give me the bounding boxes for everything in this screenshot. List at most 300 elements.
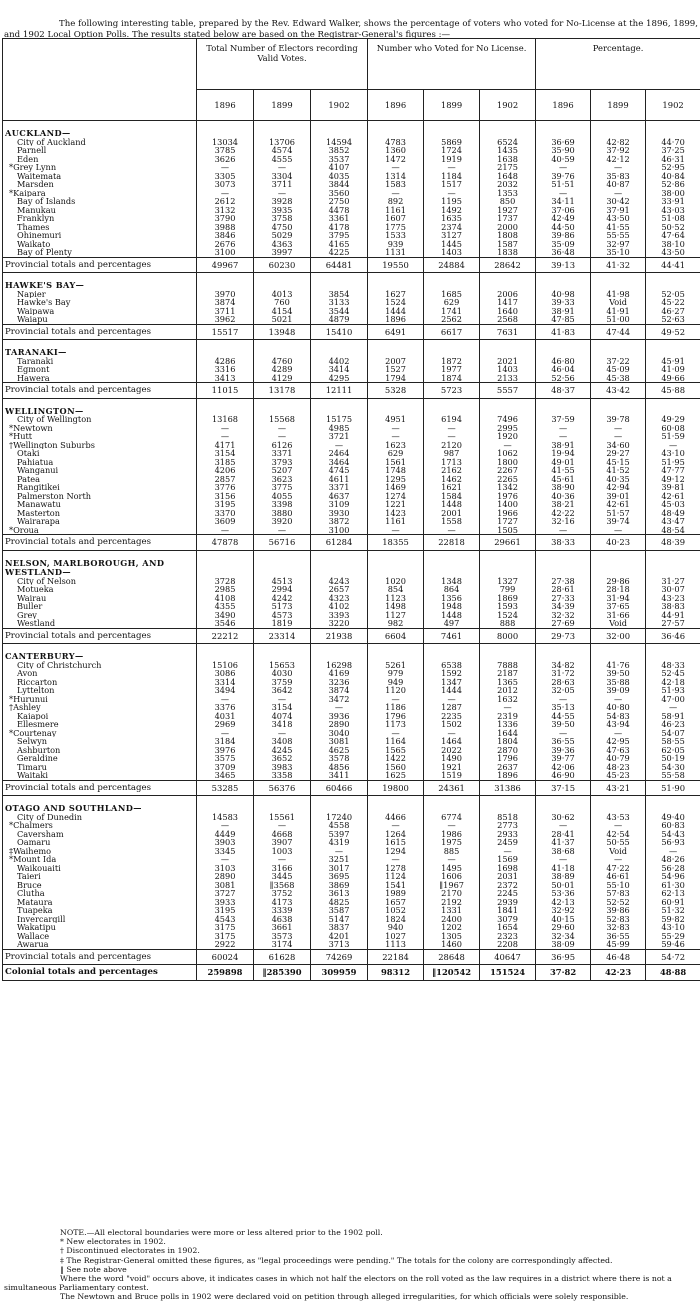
value-cell: 4478: [311, 206, 368, 215]
table-row: [3, 206, 700, 215]
provincial-total-label: Provincial totals and percentages: [3, 383, 197, 399]
value-cell: —: [368, 432, 424, 441]
electorate-name: Westland: [3, 619, 197, 628]
value-cell: 4031: [197, 712, 254, 721]
provincial-total-row: [3, 780, 700, 796]
electorate-name: Ohinemuri: [3, 231, 197, 240]
value-cell: 3626: [197, 155, 254, 164]
electorate-name: City of Nelson: [3, 577, 197, 586]
blank-cell: [536, 644, 591, 661]
value-cell: 1796: [480, 754, 536, 763]
value-cell: 1264: [368, 830, 424, 839]
value-cell: 51·51: [536, 180, 591, 189]
value-cell: 3775: [254, 483, 311, 492]
total-value-cell: 5328: [368, 383, 424, 399]
no-license-header: Number who Voted for No License.: [368, 39, 536, 90]
value-cell: 1195: [424, 197, 480, 206]
value-cell: 39·81: [646, 483, 700, 492]
table-row: [3, 365, 700, 374]
value-cell: 2323: [480, 932, 536, 941]
value-cell: 1400: [480, 500, 536, 509]
electorate-name: Waipawa: [3, 307, 197, 316]
value-cell: 53·36: [536, 889, 591, 898]
table-row: [3, 449, 700, 458]
value-cell: 3903: [197, 838, 254, 847]
value-cell: 4030: [254, 669, 311, 678]
value-cell: 799: [480, 585, 536, 594]
value-cell: —: [480, 441, 536, 450]
provincial-total-label: Provincial totals and percentages: [3, 949, 197, 965]
total-value-cell: 43·42: [591, 383, 646, 399]
table-row: [3, 577, 700, 586]
value-cell: 3846: [197, 231, 254, 240]
value-cell: —: [254, 163, 311, 172]
value-cell: 4154: [254, 307, 311, 316]
blank-cell: [480, 796, 536, 813]
value-cell: 50·52: [646, 223, 700, 232]
value-cell: 3874: [311, 686, 368, 695]
value-cell: 2464: [311, 449, 368, 458]
value-cell: 41·18: [536, 864, 591, 873]
value-cell: 47·77: [646, 466, 700, 475]
electorate-name: Ashburton: [3, 746, 197, 755]
value-cell: 1356: [424, 594, 480, 603]
value-cell: 1919: [424, 155, 480, 164]
blank-cell: [646, 121, 700, 138]
blank-cell: [368, 121, 424, 138]
value-cell: 3133: [311, 298, 368, 307]
value-cell: 1472: [368, 155, 424, 164]
total-value-cell: 32·00: [591, 628, 646, 644]
table-row: [3, 847, 700, 856]
blank-cell: [197, 273, 254, 290]
value-cell: 2870: [480, 746, 536, 755]
blank-cell: [591, 398, 646, 415]
value-cell: 3776: [197, 483, 254, 492]
blank-cell: [536, 796, 591, 813]
value-cell: 2012: [480, 686, 536, 695]
value-cell: 3575: [197, 754, 254, 763]
electorate-name: Ellesmere: [3, 720, 197, 729]
value-cell: 59·46: [646, 940, 700, 949]
blank-cell: [311, 796, 368, 813]
electorate-name: Manukau: [3, 206, 197, 215]
value-cell: 1505: [480, 526, 536, 535]
value-cell: 42·12: [591, 155, 646, 164]
electorate-name: Mataura: [3, 898, 197, 907]
blank-cell: [424, 340, 480, 357]
total-value-cell: 8000: [480, 628, 536, 644]
value-cell: 3721: [311, 432, 368, 441]
value-cell: 56·93: [646, 838, 700, 847]
blank-cell: [368, 273, 424, 290]
value-cell: Void: [591, 298, 646, 307]
value-cell: 38·91: [536, 441, 591, 450]
value-cell: 2001: [424, 509, 480, 518]
blank-cell: [480, 550, 536, 577]
electorate-name: Invercargill: [3, 915, 197, 924]
value-cell: 1632: [480, 695, 536, 704]
value-cell: 4856: [311, 763, 368, 772]
blank-cell: [591, 550, 646, 577]
value-cell: —: [536, 189, 591, 198]
province-header-row: [3, 340, 700, 357]
value-cell: —: [424, 189, 480, 198]
table-row: [3, 424, 700, 433]
value-cell: 49·40: [646, 813, 700, 822]
value-cell: 1819: [254, 619, 311, 628]
value-cell: 1948: [424, 602, 480, 611]
table-row: [3, 189, 700, 198]
value-cell: 51·95: [646, 458, 700, 467]
value-cell: 3935: [254, 206, 311, 215]
value-cell: 36·55: [591, 932, 646, 941]
value-cell: Void: [591, 847, 646, 856]
value-cell: 1569: [480, 855, 536, 864]
blank-cell: [536, 121, 591, 138]
value-cell: 41·91: [591, 307, 646, 316]
value-cell: 1627: [368, 290, 424, 299]
value-cell: 1724: [424, 146, 480, 155]
value-cell: 2021: [480, 357, 536, 366]
blank-cell: [424, 796, 480, 813]
table-row: [3, 357, 700, 366]
value-cell: 3752: [254, 889, 311, 898]
value-cell: 1161: [368, 206, 424, 215]
value-cell: 3081: [311, 737, 368, 746]
value-cell: 3546: [197, 619, 254, 628]
table-row: [3, 915, 700, 924]
value-cell: —: [254, 526, 311, 535]
total-value-cell: 41·83: [536, 324, 591, 340]
value-cell: 4242: [254, 594, 311, 603]
value-cell: 42·18: [646, 678, 700, 687]
value-cell: 3759: [254, 678, 311, 687]
value-cell: 3414: [311, 365, 368, 374]
value-cell: 47·63: [591, 746, 646, 755]
electorate-name: *Kaipara: [3, 189, 197, 198]
value-cell: —: [197, 163, 254, 172]
value-cell: —: [480, 703, 536, 712]
value-cell: 3795: [311, 231, 368, 240]
table-row: [3, 500, 700, 509]
value-cell: 1838: [480, 248, 536, 257]
electorate-name: Kaiapoi: [3, 712, 197, 721]
no-license-table: [2, 38, 700, 981]
total-value-cell: 64481: [311, 257, 368, 273]
total-value-cell: 56716: [254, 535, 311, 551]
value-cell: 38·83: [646, 602, 700, 611]
value-cell: 4625: [311, 746, 368, 755]
value-cell: 30·07: [646, 585, 700, 594]
value-cell: 1737: [480, 214, 536, 223]
blank-cell: [424, 273, 480, 290]
total-value-cell: 54·72: [646, 949, 700, 965]
value-cell: 1975: [424, 838, 480, 847]
value-cell: 1644: [480, 729, 536, 738]
value-cell: 3652: [254, 754, 311, 763]
value-cell: 39·74: [591, 517, 646, 526]
value-cell: 3371: [254, 449, 311, 458]
value-cell: 940: [368, 923, 424, 932]
electorate-name: Wakatipu: [3, 923, 197, 932]
total-value-cell: 37·15: [536, 780, 591, 796]
electorate-name: Waiapu: [3, 315, 197, 324]
value-cell: 982: [368, 619, 424, 628]
total-value-cell: 56376: [254, 780, 311, 796]
value-cell: 48·26: [646, 855, 700, 864]
value-cell: 3785: [197, 146, 254, 155]
value-cell: 6538: [424, 661, 480, 670]
total-value-cell: 29661: [480, 535, 536, 551]
province-name: OTAGO AND SOUTHLAND—: [3, 796, 197, 813]
value-cell: 4206: [197, 466, 254, 475]
value-cell: 760: [254, 298, 311, 307]
value-cell: 3100: [197, 248, 254, 257]
electorate-name: Tuapeka: [3, 906, 197, 915]
value-cell: 58·55: [646, 737, 700, 746]
value-cell: 3544: [311, 307, 368, 316]
note-new-electorates: * New electorates in 1902.: [60, 1237, 696, 1246]
value-cell: 3874: [197, 298, 254, 307]
value-cell: 55·58: [646, 771, 700, 780]
electorate-name: Masterton: [3, 509, 197, 518]
electorate-name: Parnell: [3, 146, 197, 155]
value-cell: 43·03: [646, 206, 700, 215]
table-row: [3, 906, 700, 915]
electorate-name: *Chalmers: [3, 821, 197, 830]
value-cell: 2890: [197, 872, 254, 881]
value-cell: 3494: [197, 686, 254, 695]
value-cell: 4760: [254, 357, 311, 366]
value-cell: ‖3568: [254, 881, 311, 890]
value-cell: —: [591, 526, 646, 535]
value-cell: 43·94: [591, 720, 646, 729]
year-header: 1899: [254, 90, 311, 121]
value-cell: 4055: [254, 492, 311, 501]
blank-cell: [311, 340, 368, 357]
value-cell: 3997: [254, 248, 311, 257]
value-cell: 31·66: [591, 611, 646, 620]
value-cell: 1020: [368, 577, 424, 586]
value-cell: 987: [424, 449, 480, 458]
electorate-name: City of Dunedin: [3, 813, 197, 822]
value-cell: 3609: [197, 517, 254, 526]
blank-cell: [591, 273, 646, 290]
table-row: [3, 695, 700, 704]
value-cell: 3411: [311, 771, 368, 780]
value-cell: 37·22: [591, 357, 646, 366]
value-cell: 44·91: [646, 611, 700, 620]
value-cell: 3711: [254, 180, 311, 189]
blank-cell: [646, 550, 700, 577]
value-cell: 4745: [311, 466, 368, 475]
electorate-name: Timaru: [3, 763, 197, 772]
total-value-cell: 40647: [480, 949, 536, 965]
value-cell: 4555: [254, 155, 311, 164]
value-cell: 35·09: [536, 240, 591, 249]
value-cell: 4173: [254, 898, 311, 907]
value-cell: 1498: [368, 602, 424, 611]
note-petition: The Newtown and Bruce polls in 1902 were declared void on petition through alleged irregularities, for which officials were solely responsible.: [4, 1292, 696, 1301]
table-row: [3, 686, 700, 695]
province-header-row: [3, 273, 700, 290]
blank-cell: [591, 796, 646, 813]
electorate-name: City of Auckland: [3, 138, 197, 147]
value-cell: 37·25: [646, 146, 700, 155]
value-cell: 1161: [368, 517, 424, 526]
total-value-cell: 60230: [254, 257, 311, 273]
electorate-name: City of Christchurch: [3, 661, 197, 670]
value-cell: 1713: [424, 458, 480, 467]
year-header: 1899: [591, 90, 646, 121]
value-cell: 43·53: [591, 813, 646, 822]
value-cell: 2657: [311, 585, 368, 594]
value-cell: 4286: [197, 357, 254, 366]
value-cell: 1524: [480, 611, 536, 620]
total-value-cell: 22212: [197, 628, 254, 644]
value-cell: 62·05: [646, 746, 700, 755]
value-cell: 6524: [480, 138, 536, 147]
table-row: [3, 290, 700, 299]
value-cell: 3930: [311, 509, 368, 518]
value-cell: 42·13: [536, 898, 591, 907]
electors-header: Total Number of Electors recording Valid Votes.: [197, 39, 368, 90]
table-row: [3, 441, 700, 450]
value-cell: 13168: [197, 415, 254, 424]
table-row: [3, 923, 700, 932]
value-cell: 38·91: [536, 307, 591, 316]
colonial-value-cell: 98312: [368, 965, 424, 981]
value-cell: 4108: [197, 594, 254, 603]
value-cell: 4355: [197, 602, 254, 611]
value-cell: 854: [368, 585, 424, 594]
value-cell: 1305: [424, 932, 480, 941]
total-value-cell: 60466: [311, 780, 368, 796]
value-cell: 32·34: [536, 932, 591, 941]
value-cell: —: [536, 163, 591, 172]
table-row: [3, 197, 700, 206]
value-cell: 38·00: [646, 189, 700, 198]
footnotes: [60, 1228, 696, 1302]
value-cell: 3184: [197, 737, 254, 746]
value-cell: —: [368, 729, 424, 738]
total-value-cell: 12111: [311, 383, 368, 399]
value-cell: 45·22: [646, 298, 700, 307]
value-cell: 28·63: [536, 678, 591, 687]
value-cell: 885: [424, 847, 480, 856]
value-cell: 47·64: [646, 231, 700, 240]
value-cell: 3185: [197, 458, 254, 467]
table-row: [3, 146, 700, 155]
province-header-row: [3, 398, 700, 415]
year-header: 1896: [536, 90, 591, 121]
value-cell: —: [536, 526, 591, 535]
value-cell: 3174: [254, 940, 311, 949]
note-void: Where the word "void" occurs above, it indicates cases in which not half the electors on the roll voted as the law requires in a district where there is not a simultaneous Parliamentary contest.: [4, 1274, 696, 1292]
value-cell: 5207: [254, 466, 311, 475]
value-cell: —: [646, 703, 700, 712]
value-cell: 38·89: [536, 872, 591, 881]
value-cell: 41·55: [591, 223, 646, 232]
total-value-cell: 49·52: [646, 324, 700, 340]
value-cell: —: [368, 821, 424, 830]
value-cell: 31·94: [591, 594, 646, 603]
value-cell: 43·10: [646, 449, 700, 458]
blank-cell: [536, 398, 591, 415]
electorate-name: Buller: [3, 602, 197, 611]
value-cell: 34·82: [536, 661, 591, 670]
value-cell: 1727: [480, 517, 536, 526]
table-row: [3, 771, 700, 780]
value-cell: 48·54: [646, 526, 700, 535]
blank-cell: [311, 398, 368, 415]
total-value-cell: 60024: [197, 949, 254, 965]
value-cell: 36·48: [536, 248, 591, 257]
value-cell: 4750: [254, 223, 311, 232]
value-cell: 52·95: [646, 163, 700, 172]
value-cell: —: [480, 847, 536, 856]
value-cell: —: [536, 855, 591, 864]
value-cell: 3358: [254, 771, 311, 780]
value-cell: —: [197, 189, 254, 198]
value-cell: 5021: [254, 315, 311, 324]
value-cell: 888: [480, 619, 536, 628]
electorate-name: City of Wellington: [3, 415, 197, 424]
value-cell: 38·09: [536, 940, 591, 949]
value-cell: —: [368, 695, 424, 704]
value-cell: 4985: [311, 424, 368, 433]
value-cell: 52·63: [646, 315, 700, 324]
total-value-cell: 28642: [480, 257, 536, 273]
value-cell: 1874: [424, 374, 480, 383]
value-cell: 48·33: [646, 661, 700, 670]
value-cell: 1989: [368, 889, 424, 898]
province-name: WELLINGTON—: [3, 398, 197, 415]
value-cell: 2187: [480, 669, 536, 678]
value-cell: 35·88: [591, 678, 646, 687]
table-row: [3, 813, 700, 822]
value-cell: 4013: [254, 290, 311, 299]
value-cell: 33·91: [646, 197, 700, 206]
value-cell: 1492: [424, 206, 480, 215]
value-cell: 61·30: [646, 881, 700, 890]
value-cell: 31·27: [646, 577, 700, 586]
province-header-row: [3, 796, 700, 813]
year-header: 1896: [197, 90, 254, 121]
value-cell: 45·38: [591, 374, 646, 383]
value-cell: 43·23: [646, 594, 700, 603]
value-cell: 3339: [254, 906, 311, 915]
value-cell: —: [368, 163, 424, 172]
value-cell: 1920: [480, 432, 536, 441]
value-cell: 4611: [311, 475, 368, 484]
provincial-total-row: [3, 257, 700, 273]
value-cell: 54·30: [646, 763, 700, 772]
value-cell: 51·59: [646, 432, 700, 441]
table-row: [3, 240, 700, 249]
value-cell: 3073: [197, 180, 254, 189]
value-cell: 3758: [254, 214, 311, 223]
value-cell: 40·84: [646, 172, 700, 181]
value-cell: 1365: [480, 678, 536, 687]
value-cell: 1607: [368, 214, 424, 223]
value-cell: 2637: [480, 763, 536, 772]
value-cell: 51·93: [646, 686, 700, 695]
total-value-cell: 22818: [424, 535, 480, 551]
value-cell: 3928: [254, 197, 311, 206]
total-value-cell: 13178: [254, 383, 311, 399]
